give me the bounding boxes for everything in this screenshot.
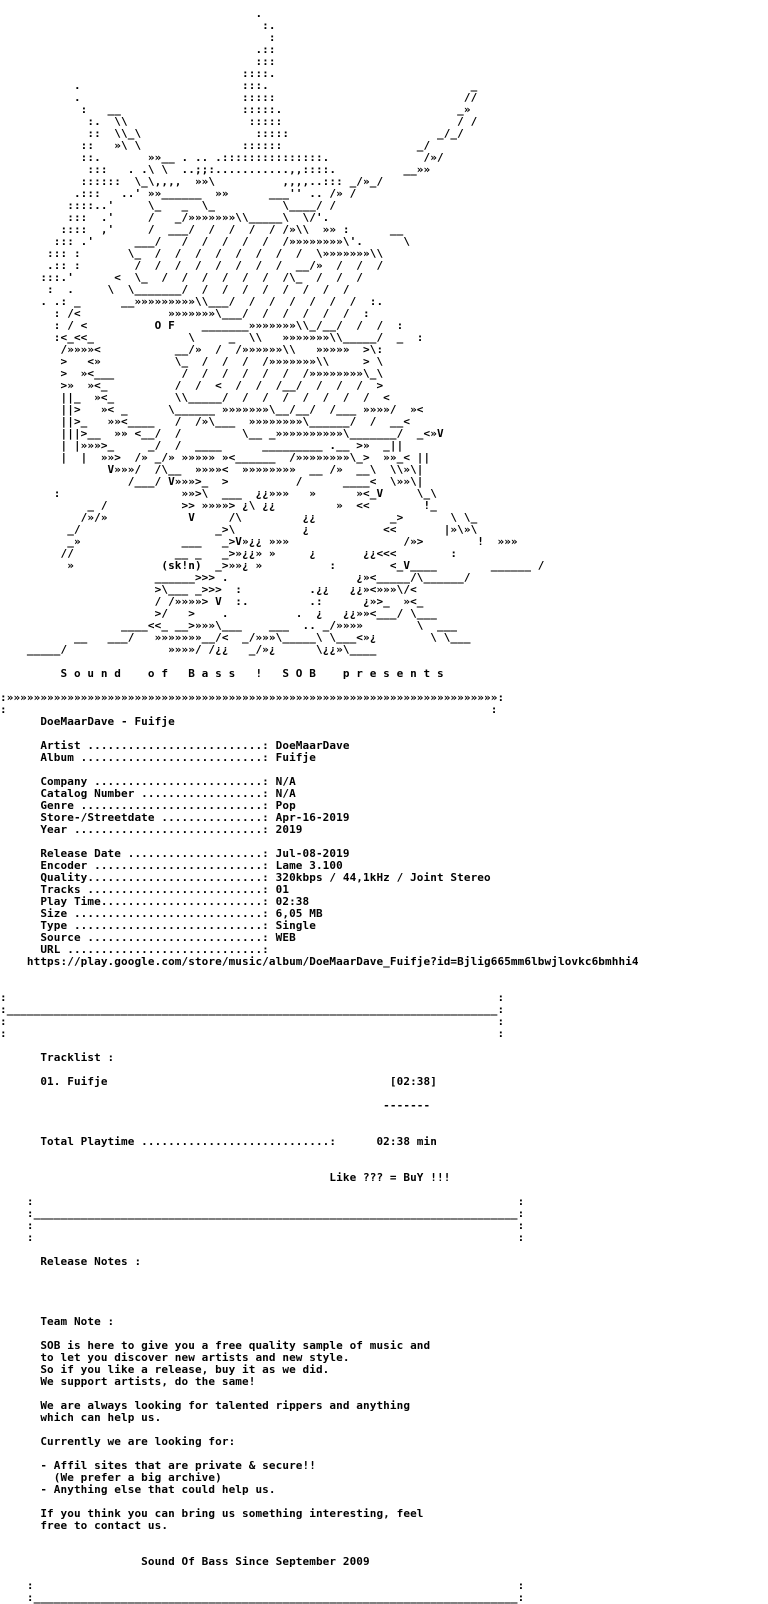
nfo-line: ------- (0, 1099, 431, 1112)
nfo-line: _ / >> »»»»> ¿\ ¿¿ » << !_ (0, 499, 437, 512)
nfo-line: : : (0, 1027, 505, 1040)
nfo-line: :»»»»»»»»»»»»»»»»»»»»»»»»»»»»»»»»»»»»»»»»»»»»»»»»»»»»»»»»»»»»»»»»»»»»»»»»»: (0, 691, 505, 704)
nfo-line: Size ............................: 6,05 MB (0, 907, 323, 920)
nfo-line: 01. Fuifje [02:38] (0, 1075, 437, 1088)
nfo-line: .:: : / / / / / / / / __/» / / / (0, 259, 384, 272)
nfo-line: :. (0, 19, 276, 32)
nfo-line: :________________________________________________________________________: (0, 1591, 525, 1604)
nfo-line: Team Note : (0, 1315, 115, 1328)
nfo-line: Artist ..........................: DoeMaarDave (0, 739, 350, 752)
nfo-line (0, 1544, 768, 1556)
nfo-line: ::::. (0, 67, 276, 80)
nfo-line: / /»»»»> V :. .: ¿»>_ »<_ (0, 595, 424, 608)
nfo-line: ||_ »<_ \\_____/ / / / / / / / < (0, 391, 390, 404)
nfo-line: V»»»/ /\__ »»»»< »»»»»»»» __ /» __\ \\»\| (0, 463, 424, 476)
nfo-line: >/ > . . ¿ ¿¿»»<___/ \___ (0, 607, 437, 620)
nfo-line: Store-/Streetdate ...............: Apr-16-2019 (0, 811, 350, 824)
nfo-line: » (sk!n) _>»»¿ » : <_V____ ______ / (0, 559, 545, 572)
nfo-line: :<_<<_ \ _ \\ »»»»»»»\\_____/ _ : (0, 331, 424, 344)
nfo-line: > <» \_ / / / /»»»»»»»\\ > \ (0, 355, 384, 368)
nfo-line: Tracklist : (0, 1051, 115, 1064)
nfo-line: DoeMaarDave - Fuifje (0, 715, 175, 728)
nfo-line: /»»»»< __/» / /»»»»»»\\ »»»»» >\: (0, 343, 384, 356)
nfo-line: : (0, 31, 276, 44)
nfo-line: ::: : \_ / / / / / / / / \»»»»»»»\\ (0, 247, 384, 260)
nfo-line: Quality..........................: 320kbps / 44,1kHz / Joint Stereo (0, 871, 491, 884)
nfo-line: /___/ V»»»>_ > / ____< \»»\| (0, 475, 424, 488)
nfo-line: . .: _ __»»»»»»»»»\\___/ / / / / / / :. (0, 295, 384, 308)
nfo-line: . ::::: // (0, 91, 478, 104)
nfo-line: . :::. _ (0, 79, 478, 92)
nfo-line: ____<<_ __>»»»\___ ___ .. _/»»»» \ ___ (0, 619, 458, 632)
nfo-line: URL .............................: (0, 943, 269, 956)
nfo-line (0, 1112, 768, 1124)
nfo-line: : . \ \_______/ / / / / / / / / (0, 283, 350, 296)
nfo-line: We support artists, do the same! (0, 1375, 256, 1388)
nfo-line: ::. »»__ . .. .:::::::::::::::. /»/ (0, 151, 444, 164)
nfo-line: Album ...........................: Fuifje (0, 751, 316, 764)
nfo-line: - Anything else that could help us. (0, 1483, 276, 1496)
nfo-line: - Affil sites that are private & secure!! (0, 1459, 316, 1472)
nfo-line: Company .........................: N/A (0, 775, 296, 788)
nfo-line: : : (0, 1579, 525, 1592)
nfo-line: Release Notes : (0, 1255, 142, 1268)
nfo-line: ::: . .\ \ ..;;:...........,,::::. __»» (0, 163, 431, 176)
nfo-line: ::: (0, 55, 276, 68)
nfo-text-document (0, 8, 768, 1604)
nfo-line: ::: .' ___/ / / / / / /»»»»»»»»\'. \ (0, 235, 411, 248)
nfo-line: :::: ,' / ___/ / / / / /»\\ »» : __ (0, 223, 404, 236)
nfo-line: __ ___/ »»»»»»»__/< _/»»»\_____\ \___<»¿ \ \___ (0, 631, 471, 644)
nfo-line: : : (0, 703, 498, 716)
nfo-line: : : (0, 1015, 505, 1028)
nfo-line: .:: (0, 43, 276, 56)
nfo-line: Catalog Number ..................: N/A (0, 787, 296, 800)
nfo-line (0, 1568, 768, 1580)
nfo-line: >» »<_ / / < / / /__/ / / / > (0, 379, 384, 392)
nfo-line: (We prefer a big archive) (0, 1471, 222, 1484)
nfo-line: _/ _>\ ¿ << |»\»\ (0, 523, 478, 536)
nfo-line: Release Date ....................: Jul-08-2019 (0, 847, 350, 860)
nfo-line: Tracks ..........................: 01 (0, 883, 290, 896)
nfo-line: Play Time........................: 02:38 (0, 895, 310, 908)
nfo-line (0, 1040, 768, 1052)
nfo-line: Total Playtime ............................: 02:38 min (0, 1135, 437, 1148)
nfo-line: :::::: \_\,,,, »»\ ,,,,..::: _/»_/ (0, 175, 384, 188)
nfo-line: . (0, 8, 263, 20)
nfo-line: Genre ...........................: Pop (0, 799, 296, 812)
nfo-line (0, 1268, 768, 1280)
nfo-line (0, 968, 768, 980)
nfo-line: Currently we are looking for: (0, 1435, 236, 1448)
nfo-line: Year ............................: 2019 (0, 823, 303, 836)
nfo-line: So if you like a release, buy it as we did. (0, 1363, 330, 1376)
nfo-line: : : (0, 1195, 525, 1208)
nfo-line (0, 1280, 768, 1292)
nfo-line: S o u n d o f B a s s ! S O B p r e s e n t s (0, 667, 444, 680)
nfo-line: : / < O F _______»»»»»»»\\_/__/ / / : (0, 319, 404, 332)
nfo-line: _____/ »»»»/ /¿¿ _/»¿ \¿¿»\____ (0, 643, 377, 656)
nfo-line (0, 1304, 768, 1316)
nfo-line: : »»>\ ___ ¿¿»»» » »<_V \_\ (0, 487, 437, 500)
nfo-line: | | »»> /» _/» »»»»» »<______ /»»»»»»»»\_> »»_< || (0, 451, 431, 464)
nfo-line: to let you discover new artists and new style. (0, 1351, 350, 1364)
nfo-line: ______>>> . ¿»<_____/\______/ (0, 571, 471, 584)
nfo-line: https://play.google.com/store/music/album/DoeMaarDave_Fuifje?id=Bjlig665mm6lbwjlovkc6bmhhi4 (0, 955, 639, 968)
nfo-line: Source ..........................: WEB (0, 931, 296, 944)
nfo-line (0, 1292, 768, 1304)
nfo-line: : : (0, 1219, 525, 1232)
nfo-line: SOB is here to give you a free quality sample of music and (0, 1339, 431, 1352)
nfo-line: Encoder .........................: Lame 3.100 (0, 859, 343, 872)
nfo-line: :. \\ ::::: / / (0, 115, 478, 128)
nfo-line: : __ :::::. _» (0, 103, 471, 116)
nfo-line: ||>_ »»<____ / /»\___ »»»»»»»»\______/ / __< (0, 415, 411, 428)
nfo-line: Like ??? = BuY !!! (0, 1171, 451, 1184)
nfo-line: If you think you can bring us something interesting, feel (0, 1507, 424, 1520)
nfo-line: ::: .' / _/»»»»»»»\\_____\ \/'. (0, 211, 330, 224)
nfo-line: We are always looking for talented rippers and anything (0, 1399, 411, 1412)
nfo-line: :________________________________________________________________________: (0, 1207, 525, 1220)
nfo-line (0, 1532, 768, 1544)
nfo-line: : : (0, 991, 505, 1004)
nfo-line: ::::..' \_ _ \_ \____/ / (0, 199, 337, 212)
nfo-line: :: »\ \ :::::: _/ (0, 139, 431, 152)
nfo-line: | |»»»>_ _/ / ____ _________ .__ >» _|| (0, 439, 404, 452)
nfo-line: .::: ..' »»______ »» ___'' .. /» / (0, 187, 357, 200)
nfo-line: :::.' < \_ / / / / / / /\_ / / / (0, 271, 364, 284)
nfo-line: : : (0, 1231, 525, 1244)
nfo-line (0, 1148, 768, 1160)
nfo-line: /»/» V /\ ¿¿ _> \ \_ (0, 511, 478, 524)
nfo-line: _» ___ _>V»¿¿ »»» /»> ! »»» (0, 535, 518, 548)
nfo-line: : /< »»»»»»»\___/ / / / / / : (0, 307, 370, 320)
nfo-line: :: \\_\ ::::: _/_/ (0, 127, 464, 140)
nfo-line: Sound Of Bass Since September 2009 (0, 1555, 370, 1568)
nfo-line: >\___ _>>> : .¿¿ ¿¿»<»»»\/< (0, 583, 417, 596)
nfo-line: > »<___ / / / / / / /»»»»»»»»\_\ (0, 367, 384, 380)
nfo-line: which can help us. (0, 1411, 162, 1424)
nfo-line: :_________________________________________________________________________: (0, 1003, 505, 1016)
nfo-line: free to contact us. (0, 1519, 169, 1532)
nfo-line: Type ............................: Single (0, 919, 316, 932)
nfo-line: // __ _ _>»¿¿» » ¿ ¿¿<<< : (0, 547, 458, 560)
nfo-line: |||>__ »» <__/ / \__ _»»»»»»»»»»\_______/ _<»V (0, 427, 444, 440)
nfo-line: ||> »< _ \______ »»»»»»»\__/__/ /___ »»»»/ »< (0, 403, 424, 416)
